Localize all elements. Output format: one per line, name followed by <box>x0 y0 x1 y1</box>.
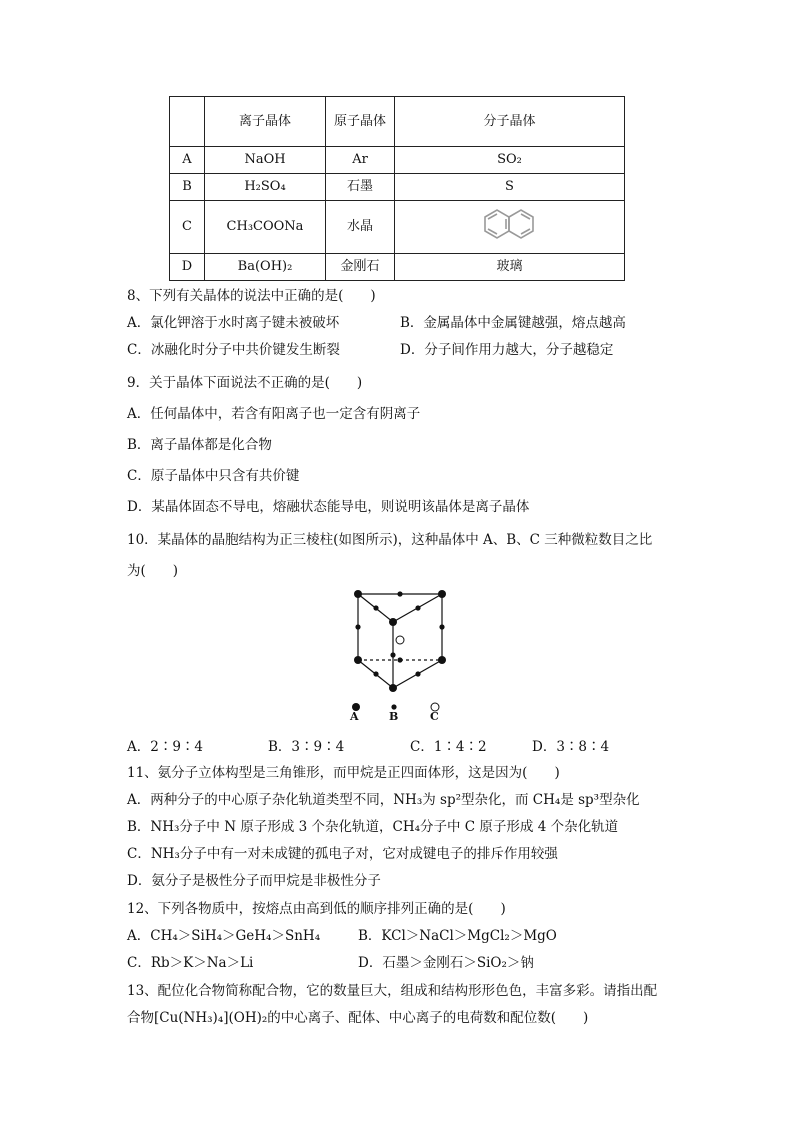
q12-options-row1 <box>127 927 557 945</box>
molecular-cell: 玻璃 <box>395 254 625 281</box>
q8-stem: 8、下列有关晶体的说法中正确的是( ) <box>127 288 376 304</box>
table-row <box>170 174 625 201</box>
q10-option-d: D．3∶8∶4 <box>532 739 610 755</box>
q8-option-d: D．分子间作用力越大，分子越稳定 <box>400 342 614 358</box>
q12-option-c: C．Rb＞K＞Na＞Li <box>127 955 254 971</box>
atomic-cell: Ar <box>326 147 395 174</box>
legend-label-a: A <box>350 710 359 723</box>
q10-stem-line1: 10．某晶体的晶胞结构为正三棱柱(如图所示)，这种晶体中 A、B、C 三种微粒数目之比 <box>127 532 653 548</box>
row-label: B <box>170 174 205 201</box>
table-row <box>170 147 625 174</box>
table-header-cell: 离子晶体 <box>205 97 326 147</box>
ionic-cell: NaOH <box>205 147 326 174</box>
table-header-cell: 原子晶体 <box>326 97 395 147</box>
legend-label-c: C <box>430 710 439 723</box>
q12-option-d: D．石墨＞金刚石＞SiO₂＞钠 <box>358 955 534 971</box>
atomic-cell: 石墨 <box>326 174 395 201</box>
row-label: D <box>170 254 205 281</box>
table-header-cell: 分子晶体 <box>395 97 625 147</box>
q8-option-b: B．金属晶体中金属键越强，熔点越高 <box>400 315 626 331</box>
q8-options-row1 <box>127 314 626 332</box>
q8-option-c: C．冰融化时分子中共价键发生断裂 <box>127 342 340 358</box>
q10-option-c: C．1∶4∶2 <box>410 739 487 755</box>
q9-option-a: A．任何晶体中，若含有阳离子也一定含有阴离子 <box>127 406 421 422</box>
row-label: A <box>170 147 205 174</box>
q10-option-a: A．2∶9∶4 <box>127 739 204 755</box>
legend-label-b: B <box>389 710 399 723</box>
naphthalene-structure-icon <box>479 206 541 248</box>
crystal-type-table <box>169 96 625 281</box>
q9-option-d: D．某晶体固态不导电，熔融状态能导电，则说明该晶体是离子晶体 <box>127 499 530 515</box>
q13-line2: 合物[Cu(NH₃)₄](OH)₂的中心离子、配体、中心离子的电荷数和配位数( ) <box>127 1010 589 1026</box>
table-header-cell <box>170 97 205 147</box>
q11-option-c: C．NH₃分子中有一对未成键的孤电子对，它对成键电子的排斥作用较强 <box>127 846 558 862</box>
molecular-cell: SO₂ <box>395 147 625 174</box>
q11-option-b: B．NH₃分子中 N 原子形成 3 个杂化轨道，CH₄分子中 C 原子形成 4 个杂化轨道 <box>127 819 619 835</box>
q13-line1: 13、配位化合物简称配合物，它的数量巨大，组成和结构形形色色，丰富多彩。请指出配 <box>127 983 658 999</box>
ionic-cell: Ba(OH)₂ <box>205 254 326 281</box>
q10-option-b: B．3∶9∶4 <box>268 739 345 755</box>
q10-options <box>127 738 610 756</box>
table-row <box>170 254 625 281</box>
molecular-cell: S <box>395 174 625 201</box>
q11-option-d: D．氨分子是极性分子而甲烷是非极性分子 <box>127 873 381 889</box>
q9-stem: 9．关于晶体下面说法不正确的是( ) <box>127 375 363 391</box>
q8-option-a: A．氯化钾溶于水时离子键未被破坏 <box>127 315 340 331</box>
q12-stem: 12、下列各物质中，按熔点由高到低的顺序排列正确的是( ) <box>127 901 506 917</box>
table-row <box>170 201 625 254</box>
q11-option-a: A．两种分子的中心原子杂化轨道类型不同，NH₃为 sp²型杂化，而 CH₄是 sp³型杂化 <box>127 792 640 808</box>
q12-option-a: A．CH₄＞SiH₄＞GeH₄＞SnH₄ <box>127 928 321 944</box>
ionic-cell: H₂SO₄ <box>205 174 326 201</box>
ionic-cell: CH₃COONa <box>205 201 326 254</box>
table-header-row <box>170 97 625 147</box>
legend-marker-b <box>391 704 396 709</box>
q11-stem: 11、氨分子立体构型是三角锥形，而甲烷是正四面体形，这是因为( ) <box>127 765 560 781</box>
q10-stem-line2: 为( ) <box>127 563 179 579</box>
row-label: C <box>170 201 205 254</box>
atomic-cell: 水晶 <box>326 201 395 254</box>
molecular-cell <box>395 201 625 254</box>
q12-options-row2 <box>127 954 534 972</box>
q9-option-b: B．离子晶体都是化合物 <box>127 437 272 453</box>
q8-options-row2 <box>127 341 614 359</box>
atomic-cell: 金刚石 <box>326 254 395 281</box>
q12-option-b: B．KCl＞NaCl＞MgCl₂＞MgO <box>358 928 557 944</box>
q9-option-c: C．原子晶体中只含有共价键 <box>127 468 300 484</box>
